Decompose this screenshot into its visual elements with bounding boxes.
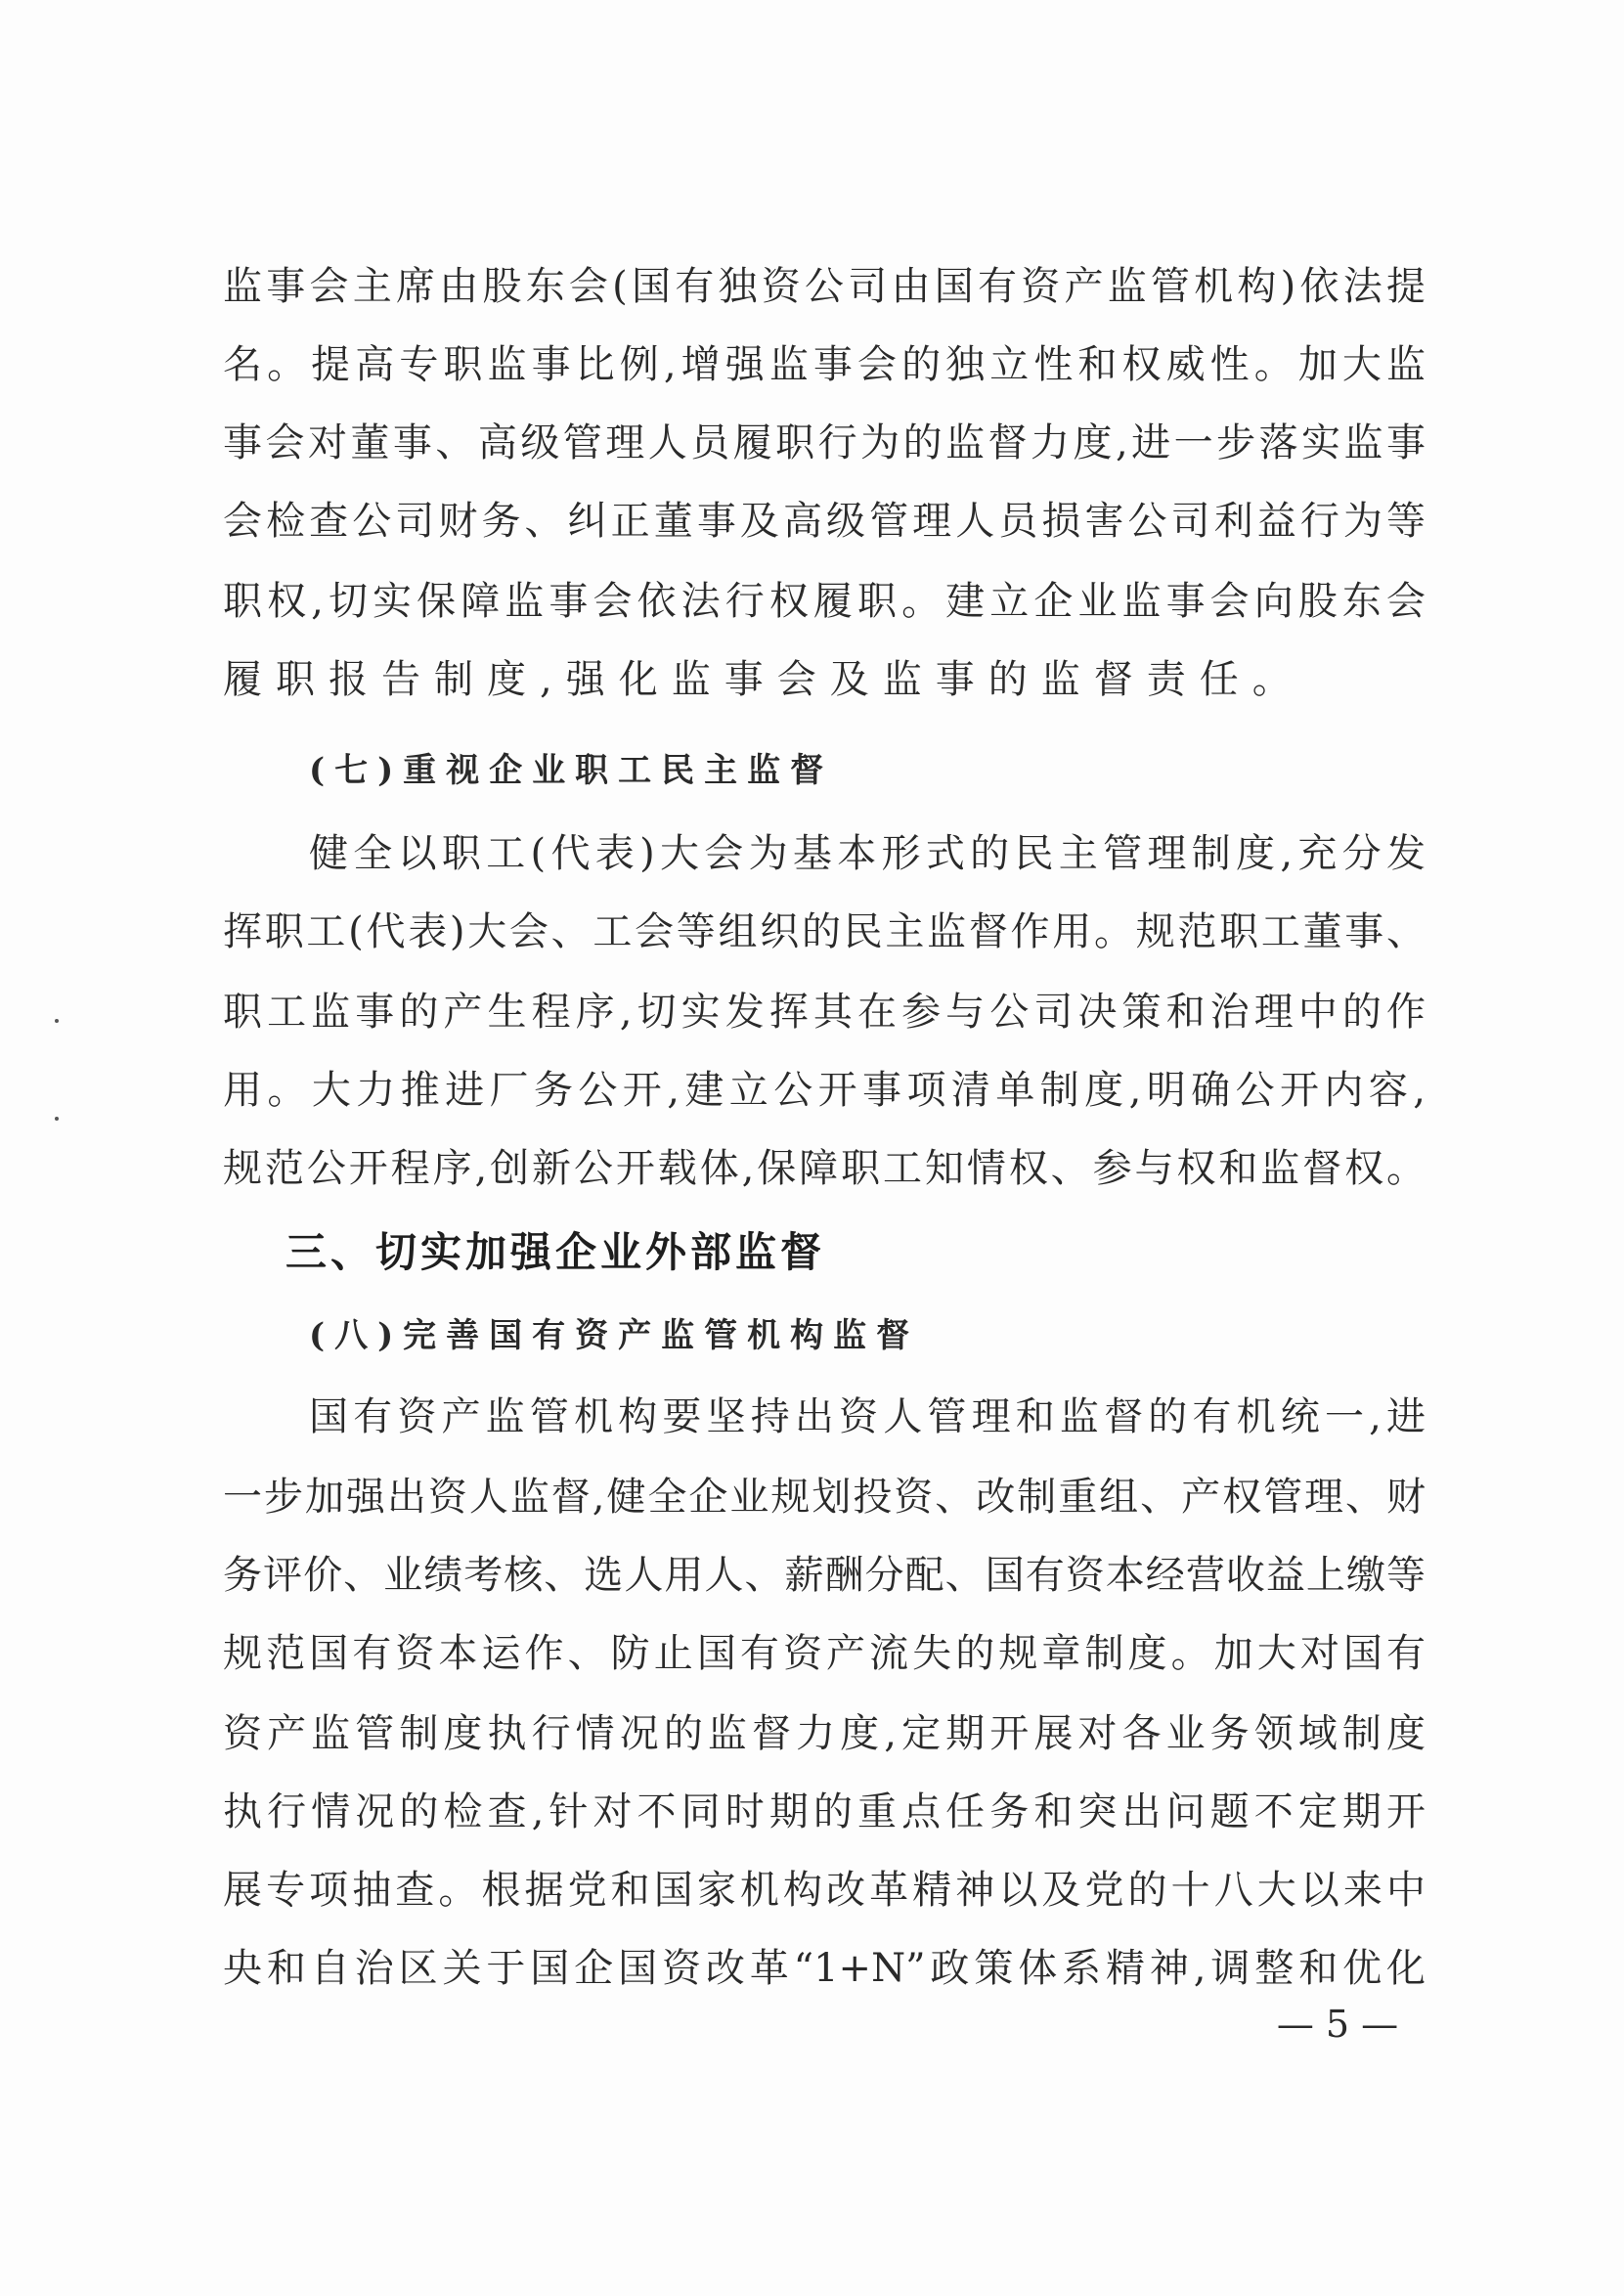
paragraph-1-line-6: 履职报告制度,强化监事会及监事的监督责任。 — [223, 657, 1305, 702]
section-8-line-4: 规范国有资本运作、防止国有资产流失的规章制度。加大对国有 — [223, 1631, 1426, 1676]
section-7-line-3: 职工监事的产生程序,切实发挥其在参与公司决策和治理中的作 — [223, 990, 1426, 1035]
section-7-heading: (七)重视企业职工民主监督 — [309, 751, 834, 790]
section-8-line-1: 国有资产监管机构要坚持出资人管理和监督的有机统一,进 — [309, 1394, 1426, 1439]
section-8-line-2: 一步加强出资人监督,健全企业规划投资、改制重组、产权管理、财 — [223, 1475, 1426, 1520]
paragraph-1-line-1: 监事会主席由股东会(国有独资公司由国有资产监管机构)依法提 — [223, 264, 1426, 309]
section-8-line-5: 资产监管制度执行情况的监督力度,定期开展对各业务领域制度 — [223, 1711, 1426, 1756]
page-number: — 5 — — [1276, 2003, 1399, 2046]
section-7-line-1: 健全以职工(代表)大会为基本形式的民主管理制度,充分发 — [309, 831, 1426, 876]
section-8-line-3: 务评价、业绩考核、选人用人、薪酬分配、国有资本经营收益上缴等 — [223, 1553, 1426, 1598]
paragraph-1-line-3: 事会对董事、高级管理人员履职行为的监督力度,进一步落实监事 — [223, 420, 1426, 465]
section-7-line-4: 用。大力推进厂务公开,建立公开事项清单制度,明确公开内容, — [223, 1068, 1426, 1113]
part-3-heading: 三、切实加强企业外部监督 — [285, 1228, 826, 1276]
paragraph-1-line-2: 名。提高专职监事比例,增强监事会的独立性和权威性。加大监 — [223, 342, 1426, 387]
section-8-line-8: 央和自治区关于国企国资改革“1+N”政策体系精神,调整和优化 — [223, 1946, 1426, 1991]
section-8-line-6: 执行情况的检查,针对不同时期的重点任务和突出问题不定期开 — [223, 1789, 1426, 1834]
paragraph-1-line-4: 会检查公司财务、纠正董事及高级管理人员损害公司利益行为等 — [223, 499, 1426, 544]
section-7-line-2: 挥职工(代表)大会、工会等组织的民主监督作用。规范职工董事、 — [223, 909, 1426, 954]
section-8-line-7: 展专项抽查。根据党和国家机构改革精神以及党的十八大以来中 — [223, 1868, 1426, 1913]
section-8-heading: (八)完善国有资产监管机构监督 — [309, 1316, 920, 1355]
scan-mark — [55, 1019, 59, 1023]
section-7-line-5: 规范公开程序,创新公开载体,保障职工知情权、参与权和监督权。 — [223, 1146, 1426, 1191]
scan-mark — [55, 1117, 59, 1121]
paragraph-1-line-5: 职权,切实保障监事会依法行权履职。建立企业监事会向股东会 — [223, 579, 1426, 624]
